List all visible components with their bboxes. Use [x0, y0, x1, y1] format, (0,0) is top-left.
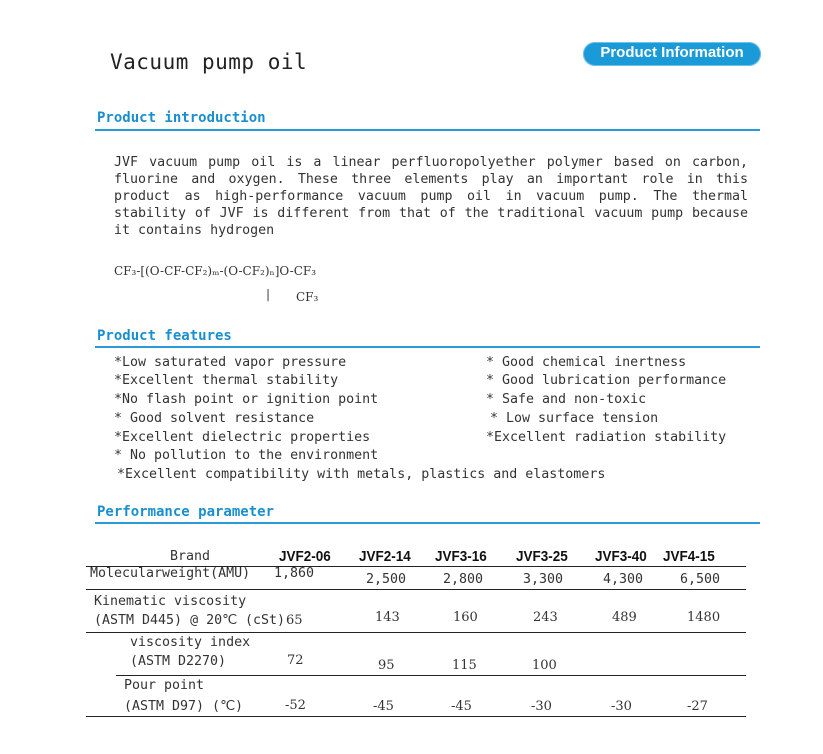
feature-right-3: * Safe and non-toxic — [486, 392, 647, 407]
kv-jvf2-06: 65 — [286, 613, 303, 628]
features-heading: Product features — [97, 328, 232, 344]
feature-left-1: *Low saturated vapor pressure — [114, 355, 347, 370]
table-bottom-line — [86, 716, 746, 717]
col-jvf2-06: JVF2-06 — [279, 548, 331, 565]
vi-jvf2-06: 72 — [287, 653, 304, 668]
feature-left-4: * Good solvent resistance — [114, 411, 315, 426]
features-divider — [95, 346, 760, 348]
intro-text: JVF vacuum pump oil is a linear perfluoropolyether polymer based on carbon, fluorine and oxygen. These three elements play an important role in this product as high-performance vacuum pump oil in vacuum pump. The thermal stability of JVF is different from that of the traditional vacuum pump because it contains hydrogen — [114, 155, 748, 238]
col-jvf3-40: JVF3-40 — [595, 548, 647, 565]
formula-branch: | — [266, 287, 271, 301]
chemical-formula: CF₃-[(O-CF-CF₂)ₘ-(O-CF₂)ₙ]O-CF₃ — [114, 264, 317, 278]
col-jvf3-16: JVF3-16 — [435, 548, 487, 565]
brand-label: Brand — [170, 549, 211, 564]
mw-jvf3-40: 4,300 — [603, 572, 644, 587]
kv-jvf2-14: 143 — [375, 610, 400, 625]
formula-side-group: CF₃ — [296, 290, 319, 304]
row-kinematic-viscosity-method: (ASTM D445) @ 20℃ (cSt) — [94, 613, 286, 628]
row-molecular-weight-label: Molecularweight(AMU) — [90, 566, 251, 581]
row-kinematic-viscosity-label: Kinematic viscosity — [94, 594, 247, 609]
row-divider-1 — [86, 589, 746, 590]
feature-left-6: * No pollution to the environment — [114, 448, 379, 463]
col-jvf4-15: JVF4-15 — [663, 548, 715, 565]
pp-jvf3-25: -30 — [531, 699, 552, 714]
product-information-badge: Product Information — [583, 42, 761, 66]
page-title: Vacuum pump oil — [110, 50, 308, 74]
col-jvf3-25: JVF3-25 — [516, 548, 568, 565]
feature-right-5: *Excellent radiation stability — [486, 430, 727, 445]
feature-right-4: * Low surface tension — [490, 411, 659, 426]
feature-right-1: * Good chemical inertness — [486, 355, 687, 370]
col-jvf2-14: JVF2-14 — [359, 548, 411, 565]
feature-left-5: *Excellent dielectric properties — [114, 430, 371, 445]
performance-divider — [95, 522, 760, 524]
mw-jvf2-06: 1,860 — [274, 566, 315, 581]
kv-jvf3-40: 489 — [612, 610, 637, 625]
pp-jvf3-40: -30 — [611, 699, 632, 714]
row-viscosity-index-label: viscosity index — [130, 635, 251, 650]
mw-jvf3-16: 2,800 — [443, 572, 484, 587]
vi-jvf3-16: 115 — [452, 658, 477, 673]
kv-jvf3-25: 243 — [533, 610, 558, 625]
row-pour-point-method: (ASTM D97) (℃) — [124, 699, 244, 714]
pp-jvf2-06: -52 — [285, 698, 306, 713]
pp-jvf2-14: -45 — [373, 699, 394, 714]
mw-jvf3-25: 3,300 — [523, 572, 564, 587]
vi-jvf3-25: 100 — [532, 658, 557, 673]
feature-left-7: *Excellent compatibility with metals, plastics and elastomers — [117, 467, 606, 482]
feature-right-2: * Good lubrication performance — [486, 373, 727, 388]
intro-divider — [95, 129, 760, 131]
mw-jvf2-14: 2,500 — [366, 572, 407, 587]
pp-jvf3-16: -45 — [451, 699, 472, 714]
row-viscosity-index-method: (ASTM D2270) — [130, 654, 227, 669]
kv-jvf3-16: 160 — [453, 610, 478, 625]
mw-jvf4-15: 6,500 — [680, 572, 721, 587]
row-divider-3 — [116, 675, 746, 676]
intro-heading: Product introduction — [97, 110, 266, 126]
row-divider-2 — [86, 632, 746, 633]
performance-heading: Performance parameter — [97, 504, 275, 520]
pp-jvf4-15: -27 — [687, 699, 708, 714]
kv-jvf4-15: 1480 — [687, 610, 721, 625]
row-pour-point-label: Pour point — [124, 678, 205, 693]
feature-left-2: *Excellent thermal stability — [114, 373, 339, 388]
vi-jvf2-14: 95 — [378, 658, 395, 673]
feature-left-3: *No flash point or ignition point — [114, 392, 379, 407]
